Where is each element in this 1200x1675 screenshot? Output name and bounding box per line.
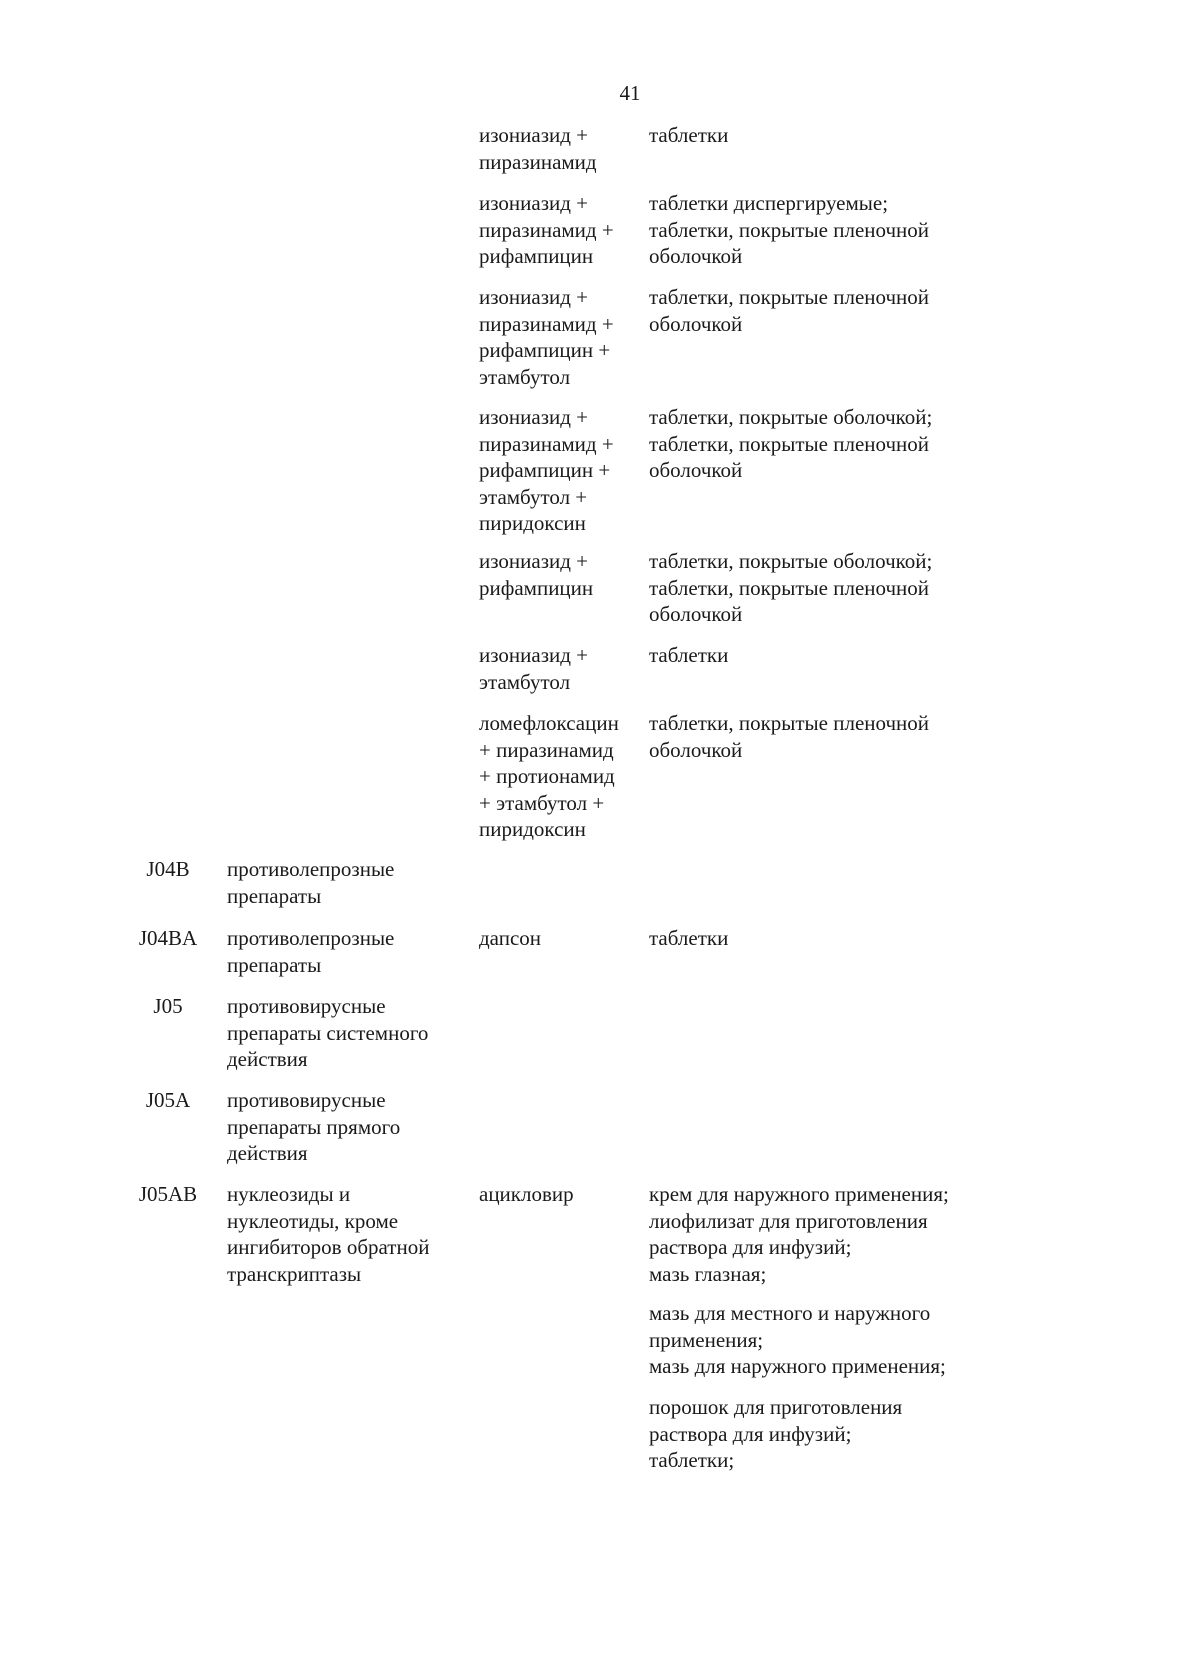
dosage-form-cell — [649, 642, 1009, 669]
text-line: препараты — [227, 952, 322, 977]
text-line: препараты — [227, 883, 322, 908]
text-line: противолепрозные — [227, 857, 395, 881]
text-line: ацикловир — [479, 1182, 574, 1206]
text-line: мазь для наружного применения; — [649, 1354, 946, 1378]
text-line: таблетки, покрытые пленочной — [649, 711, 930, 735]
atc-code-cell: J04BA — [138, 926, 198, 950]
text-line: таблетки диспергируемые; — [649, 191, 889, 215]
text-line: рифампицин + — [479, 458, 611, 482]
text-line: таблетки, покрытые пленочной — [649, 575, 930, 600]
text-line: рифампицин — [479, 244, 594, 268]
drug-name-cell — [479, 925, 649, 952]
text-line: таблетки — [649, 123, 729, 147]
text-line: пиразинамид + — [479, 311, 614, 336]
text-line: противолепрозные — [227, 926, 395, 950]
drug-name-cell — [479, 122, 649, 175]
dosage-form-cell — [649, 404, 1009, 484]
text-line: + этамбутол + — [479, 790, 605, 815]
text-line: изониазид + — [479, 405, 589, 429]
dosage-form-cell — [649, 1300, 1009, 1380]
text-line: пиразинамид + — [479, 431, 614, 456]
text-line: пиразинамид + — [479, 217, 614, 242]
pharmacological-group-cell — [227, 1087, 467, 1167]
dosage-form-cell — [649, 710, 1009, 763]
text-line: оболочкой — [649, 244, 743, 268]
text-line: раствора для инфузий; — [649, 1421, 852, 1446]
dosage-form-cell — [649, 1394, 1009, 1474]
text-line: нуклеозиды и — [227, 1182, 351, 1206]
drug-name-cell — [479, 404, 649, 537]
dosage-form-cell — [649, 122, 1009, 149]
text-line: изониазид + — [479, 285, 589, 309]
page-number: 41 — [619, 81, 641, 105]
atc-code-cell: J04B — [146, 857, 190, 881]
text-line: таблетки, покрытые пленочной — [649, 431, 930, 456]
dosage-form-cell — [649, 284, 1009, 337]
text-line: противовирусные — [227, 994, 386, 1018]
pharmacological-group-cell — [227, 925, 467, 978]
text-line: действия — [227, 1047, 308, 1071]
text-line: изониазид + — [479, 123, 589, 147]
drug-name-cell — [479, 710, 649, 843]
text-line: дапсон — [479, 926, 542, 950]
dosage-form-cell — [649, 1181, 1009, 1287]
drug-name-cell — [479, 548, 649, 601]
text-line: + протионамид — [479, 764, 615, 788]
text-line: крем для наружного применения; — [649, 1182, 949, 1206]
text-line: таблетки, покрытые пленочной — [649, 217, 930, 242]
drug-name-cell — [479, 284, 649, 390]
text-line: этамбутол — [479, 364, 571, 389]
text-line: оболочкой — [649, 458, 743, 482]
pharmacological-group-cell — [227, 1181, 467, 1287]
text-line: пиридоксин — [479, 511, 586, 535]
text-line: порошок для приготовления — [649, 1395, 903, 1419]
atc-code-cell: J05A — [145, 1088, 191, 1112]
dosage-form-cell — [649, 190, 1009, 270]
text-line: мазь для местного и наружного — [649, 1301, 931, 1325]
text-line: лиофилизат для приготовления — [649, 1208, 928, 1233]
text-line: мазь глазная; — [649, 1261, 767, 1286]
pharmacological-group-cell — [227, 993, 467, 1073]
text-line: таблетки; — [649, 1448, 735, 1472]
text-line: таблетки — [649, 643, 729, 667]
text-line: ингибиторов обратной — [227, 1235, 430, 1259]
text-line: оболочкой — [649, 737, 743, 762]
text-line: нуклеотиды, кроме — [227, 1208, 399, 1233]
text-line: таблетки, покрытые оболочкой; — [649, 405, 933, 429]
atc-code-cell: J05 — [153, 994, 183, 1018]
text-line: изониазид + — [479, 191, 589, 215]
text-line: пиразинамид — [479, 149, 597, 174]
text-line: раствора для инфузий; — [649, 1235, 852, 1259]
text-line: ломефлоксацин — [479, 711, 619, 735]
text-line: транскриптазы — [227, 1261, 362, 1286]
text-line: действия — [227, 1141, 308, 1165]
text-line: противовирусные — [227, 1088, 386, 1112]
text-line: + пиразинамид — [479, 737, 614, 762]
text-line: применения; — [649, 1327, 764, 1352]
dosage-form-cell — [649, 548, 1009, 628]
text-line: этамбутол — [479, 669, 571, 694]
drug-name-cell — [479, 642, 649, 695]
text-line: рифампицин + — [479, 338, 611, 362]
dosage-form-cell — [649, 925, 1009, 952]
text-line: изониазид + — [479, 643, 589, 667]
text-line: таблетки, покрытые пленочной — [649, 285, 930, 309]
text-line: препараты системного — [227, 1020, 429, 1045]
text-line: таблетки — [649, 926, 729, 950]
atc-code-cell: J05AB — [138, 1182, 198, 1206]
text-line: изониазид + — [479, 549, 589, 573]
text-line: рифампицин — [479, 575, 594, 600]
pharmacological-group-cell — [227, 856, 467, 909]
text-line: пиридоксин — [479, 817, 586, 841]
text-line: таблетки, покрытые оболочкой; — [649, 549, 933, 573]
drug-name-cell — [479, 1181, 649, 1208]
drug-name-cell — [479, 190, 649, 270]
text-line: оболочкой — [649, 311, 743, 336]
text-line: этамбутол + — [479, 484, 588, 509]
text-line: препараты прямого — [227, 1114, 401, 1139]
text-line: оболочкой — [649, 602, 743, 626]
